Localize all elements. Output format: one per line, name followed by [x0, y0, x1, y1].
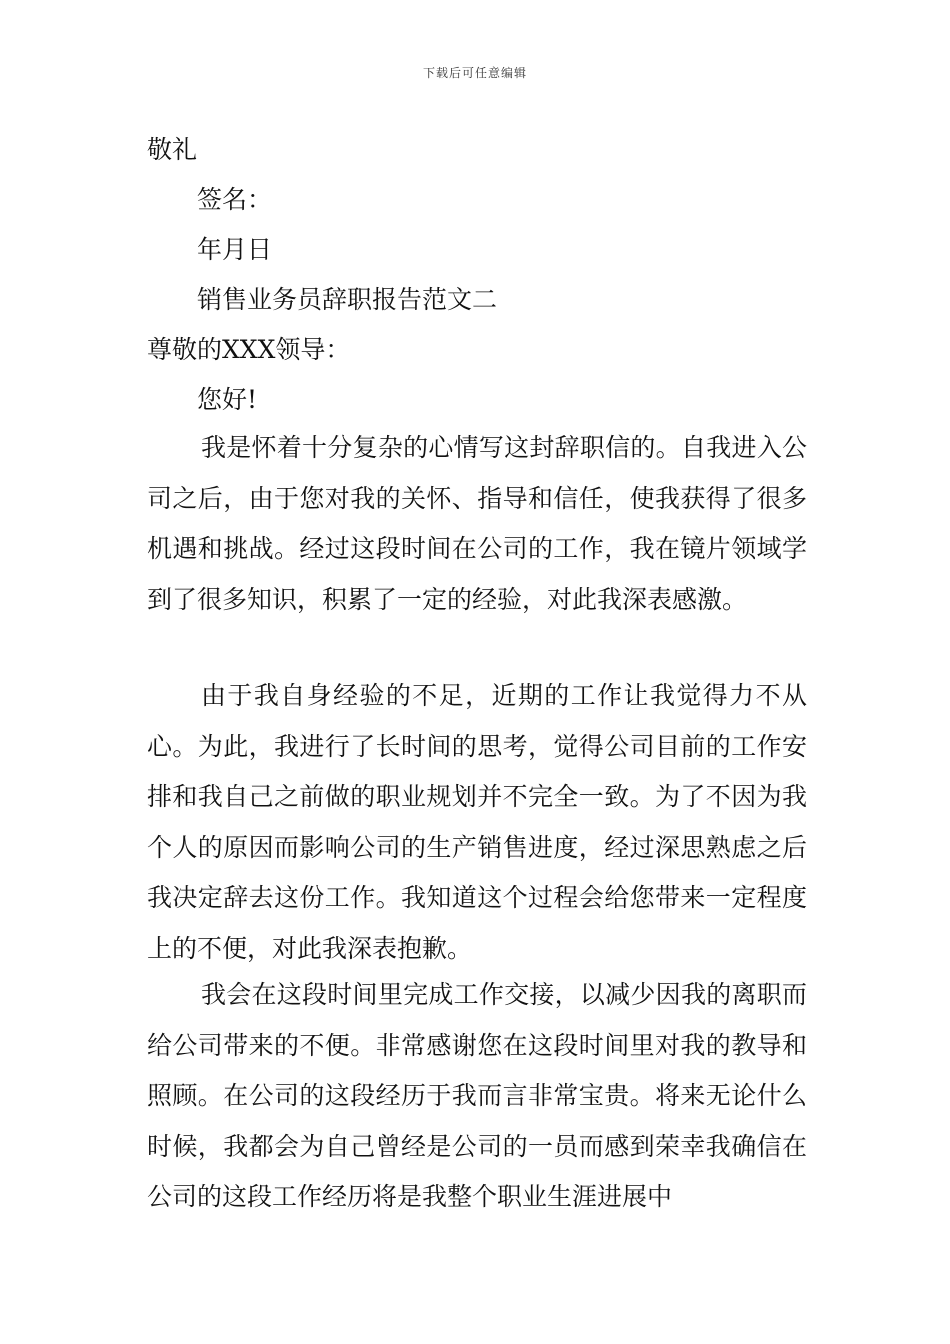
body-paragraph-2: 由于我自身经验的不足，近期的工作让我觉得力不从心。为此，我进行了长时间的思考，觉得公司目前的工作安排和我自己之前做的职业规划并不完全一致。为了不因为我个人的原因而影响公司的生产销售进度，经过深思熟虑之后我决定辞去这份工作。我知道这个过程会给您带来一定程度上的不便，对此我深表抱歉。 — [147, 681, 807, 963]
header-note: 下载后可任意编辑 — [422, 66, 527, 80]
date-line: 年月日 — [197, 235, 273, 264]
closing-text: 敬礼 — [147, 135, 198, 164]
body-paragraph-1: 我是怀着十分复杂的心情写这封辞职信的。自我进入公司之后，由于您对我的关怀、指导和信任，使我获得了很多机遇和挑战。经过这段时间在公司的工作，我在镜片领域学到了很多知识，积累了一定的经验，对此我深表感激。 — [147, 433, 807, 614]
salutation: 尊敬的XXX领导： — [147, 335, 351, 364]
greeting: 您好! — [197, 385, 258, 414]
body-paragraph-3: 我会在这段时间里完成工作交接，以减少因我的离职而给公司带来的不便。非常感谢您在这段时间里对我的教导和照顾。在公司的这段经历于我而言非常宝贵。将来无论什么时候，我都会为自己曾经是公司的一员而感到荣幸我确信在公司的这段工作经历将是我整个职业生涯进展中 — [147, 980, 807, 1211]
document-title: 销售业务员辞职报告范文二 — [197, 285, 498, 314]
signature-label: 签名： — [197, 185, 273, 214]
